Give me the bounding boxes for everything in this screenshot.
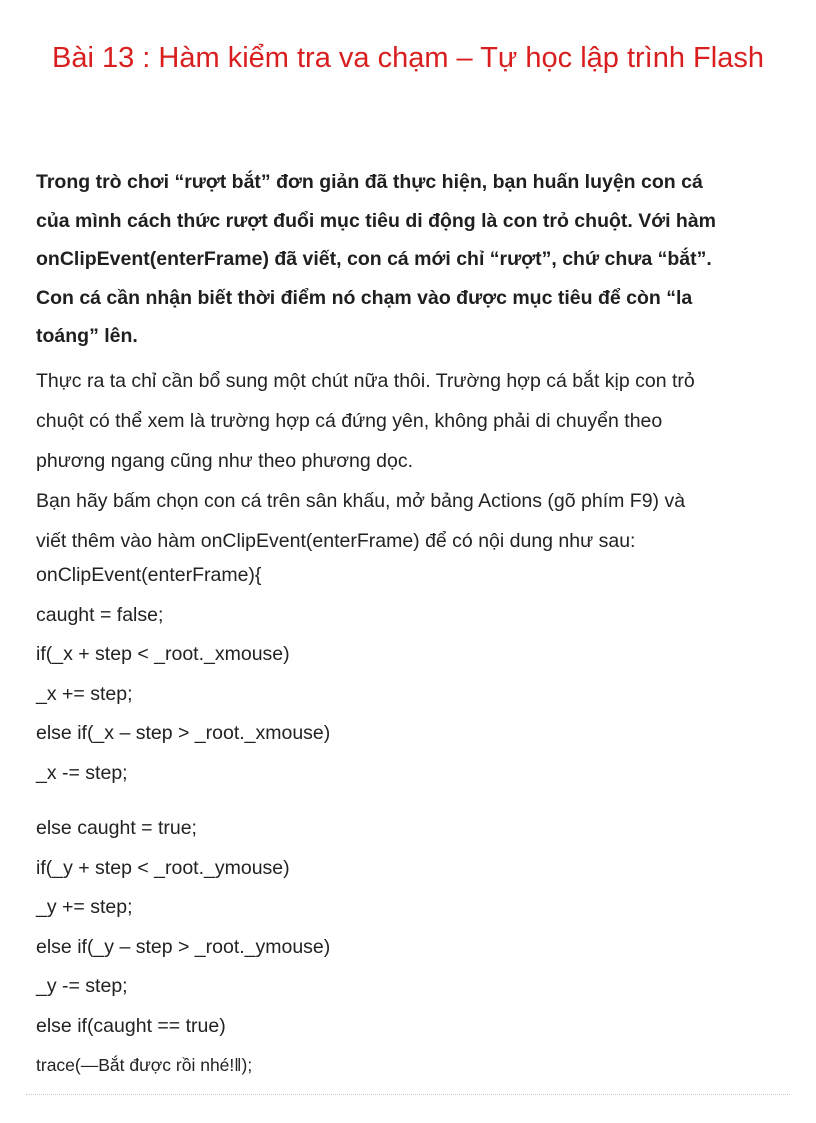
code-line: else if(_x – step > _root._xmouse) <box>36 722 331 744</box>
code-line: trace(―Bắt được rồi nhé!‖); <box>36 1055 253 1075</box>
intro-paragraph <box>36 163 786 356</box>
code-block <box>36 556 786 1086</box>
body-line: Bạn hãy bấm chọn con cá trên sân khấu, mở bảng Actions (gõ phím F9) và <box>36 490 686 512</box>
body-line: chuột có thể xem là trường hợp cá đứng yên, không phải di chuyển theo <box>36 410 663 432</box>
body-paragraph <box>36 361 786 561</box>
intro-line: toáng” lên. <box>36 325 138 348</box>
intro-line: Trong trò chơi “rượt bắt” đơn giản đã thực hiện, bạn huấn luyện con cá <box>36 171 703 193</box>
code-line: else if(caught == true) <box>36 1014 226 1037</box>
intro-line: onClipEvent(enterFrame) đã viết, con cá mới chỉ “rượt”, chứ chưa “bắt”. <box>36 248 712 271</box>
code-line: else caught = true; <box>36 817 197 839</box>
code-line: if(_x + step < _root._xmouse) <box>36 643 290 665</box>
code-line: onClipEvent(enterFrame){ <box>36 564 262 586</box>
page-title: Bài 13 : Hàm kiểm tra va chạm – Tự học lập trình Flash <box>52 42 764 74</box>
code-line: _x -= step; <box>36 761 128 784</box>
page-bottom-divider <box>26 1094 790 1095</box>
code-line: _y += step; <box>36 896 133 918</box>
code-line: if(_y + step < _root._ymouse) <box>36 856 290 879</box>
code-line: _y -= step; <box>36 975 128 997</box>
body-line: viết thêm vào hàm onClipEvent(enterFrame) để có nội dung như sau: <box>36 530 636 552</box>
intro-line: Con cá cần nhận biết thời điểm nó chạm vào được mục tiêu để còn “la <box>36 286 693 309</box>
body-line: Thực ra ta chỉ cần bổ sung một chút nữa thôi. Trường hợp cá bắt kịp con trỏ <box>36 370 695 392</box>
code-line: _x += step; <box>36 682 133 705</box>
intro-line: của mình cách thức rượt đuổi mục tiêu di động là con trỏ chuột. Với hàm <box>36 209 717 232</box>
code-line: else if(_y – step > _root._ymouse) <box>36 935 331 958</box>
body-line: phương ngang cũng như theo phương dọc. <box>36 450 414 472</box>
code-line: caught = false; <box>36 603 164 626</box>
